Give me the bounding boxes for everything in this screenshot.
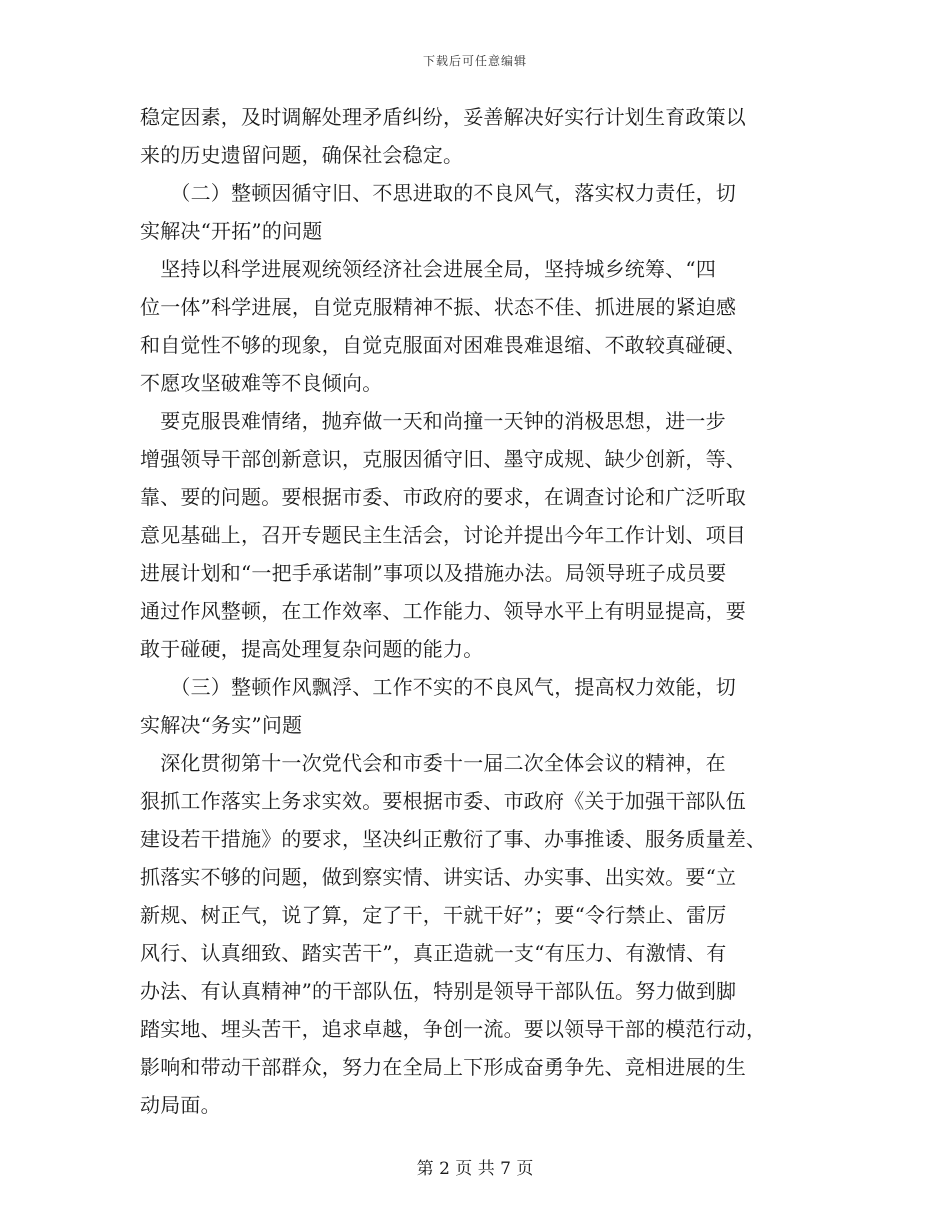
text-line: 意见基础上，召开专题民主生活会，讨论并提出今年工作计划、项目 (140, 523, 746, 547)
text-line: 位一体”科学进展，自觉克服精神不振、状态不佳、抓进展的紧迫感 (140, 295, 737, 319)
text-line: 动局面。 (140, 1093, 221, 1117)
text-line: 狠抓工作落实上务求实效。要根据市委、市政府《关于加强干部队伍 (140, 789, 746, 813)
text-line: 增强领导干部创新意识，克服因循守旧、墨守成规、缺少创新，等、 (140, 447, 746, 471)
page-number-footer: 第 2 页 共 7 页 (416, 1159, 534, 1179)
text-line: 进展计划和“一把手承诺制”事项以及措施办法。局领导班子成员要 (140, 561, 727, 585)
text-line: 通过作风整顿，在工作效率、工作能力、领导水平上有明显提高，要 (140, 599, 746, 623)
text-line: 稳定因素，及时调解处理矛盾纠纷，妥善解决好实行计划生育政策以 (140, 105, 746, 129)
section-heading-line: （二）整顿因循守旧、不思进取的不良风气，落实权力责任，切 (140, 181, 736, 205)
text-line: 坚持以科学进展观统领经济社会进展全局，坚持城乡统筹、“四 (140, 257, 717, 281)
text-line: 不愿攻坚破难等不良倾向。 (140, 371, 383, 395)
text-line: 新规、树正气，说了算，定了干，干就干好”；要“令行禁止、雷厉 (140, 903, 727, 927)
text-line: 深化贯彻第十一次党代会和市委十一届二次全体会议的精神，在 (140, 751, 726, 775)
section-heading-line: 实解决“开拓”的问题 (140, 219, 323, 243)
text-line: 抓落实不够的问题，做到察实情、讲实话、办实事、出实效。要“立 (140, 865, 737, 889)
document-body (140, 98, 808, 1124)
text-line: 和自觉性不够的现象，自觉克服面对困难畏难退缩、不敢较真碰硬、 (140, 333, 746, 357)
text-line: 靠、要的问题。要根据市委、市政府的要求，在调查讨论和广泛听取 (140, 485, 746, 509)
section-heading-line: （三）整顿作风飘浮、工作不实的不良风气，提高权力效能，切 (140, 675, 736, 699)
text-line: 要克服畏难情绪，抛弃做一天和尚撞一天钟的消极思想，进一步 (140, 409, 726, 433)
text-line: 来的历史遗留问题，确保社会稳定。 (140, 143, 464, 167)
text-line: 踏实地、埋头苦干，追求卓越，争创一流。要以领导干部的模范行动， (140, 1017, 767, 1041)
text-line: 建设若干措施》的要求，坚决纠正敷衍了事、办事推诿、服务质量差、 (140, 827, 767, 851)
page-header: 下载后可任意编辑 (422, 54, 527, 68)
text-line: 风行、认真细致、踏实苦干”，真正造就一支“有压力、有激情、有 (140, 941, 727, 965)
text-line: 影响和带动干部群众，努力在全局上下形成奋勇争先、竞相进展的生 (140, 1055, 746, 1079)
text-line: 办法、有认真精神”的干部队伍，特别是领导干部队伍。努力做到脚 (140, 979, 737, 1003)
section-heading-line: 实解决“务实”问题 (140, 713, 303, 737)
text-line: 敢于碰硬，提高处理复杂问题的能力。 (140, 637, 484, 661)
